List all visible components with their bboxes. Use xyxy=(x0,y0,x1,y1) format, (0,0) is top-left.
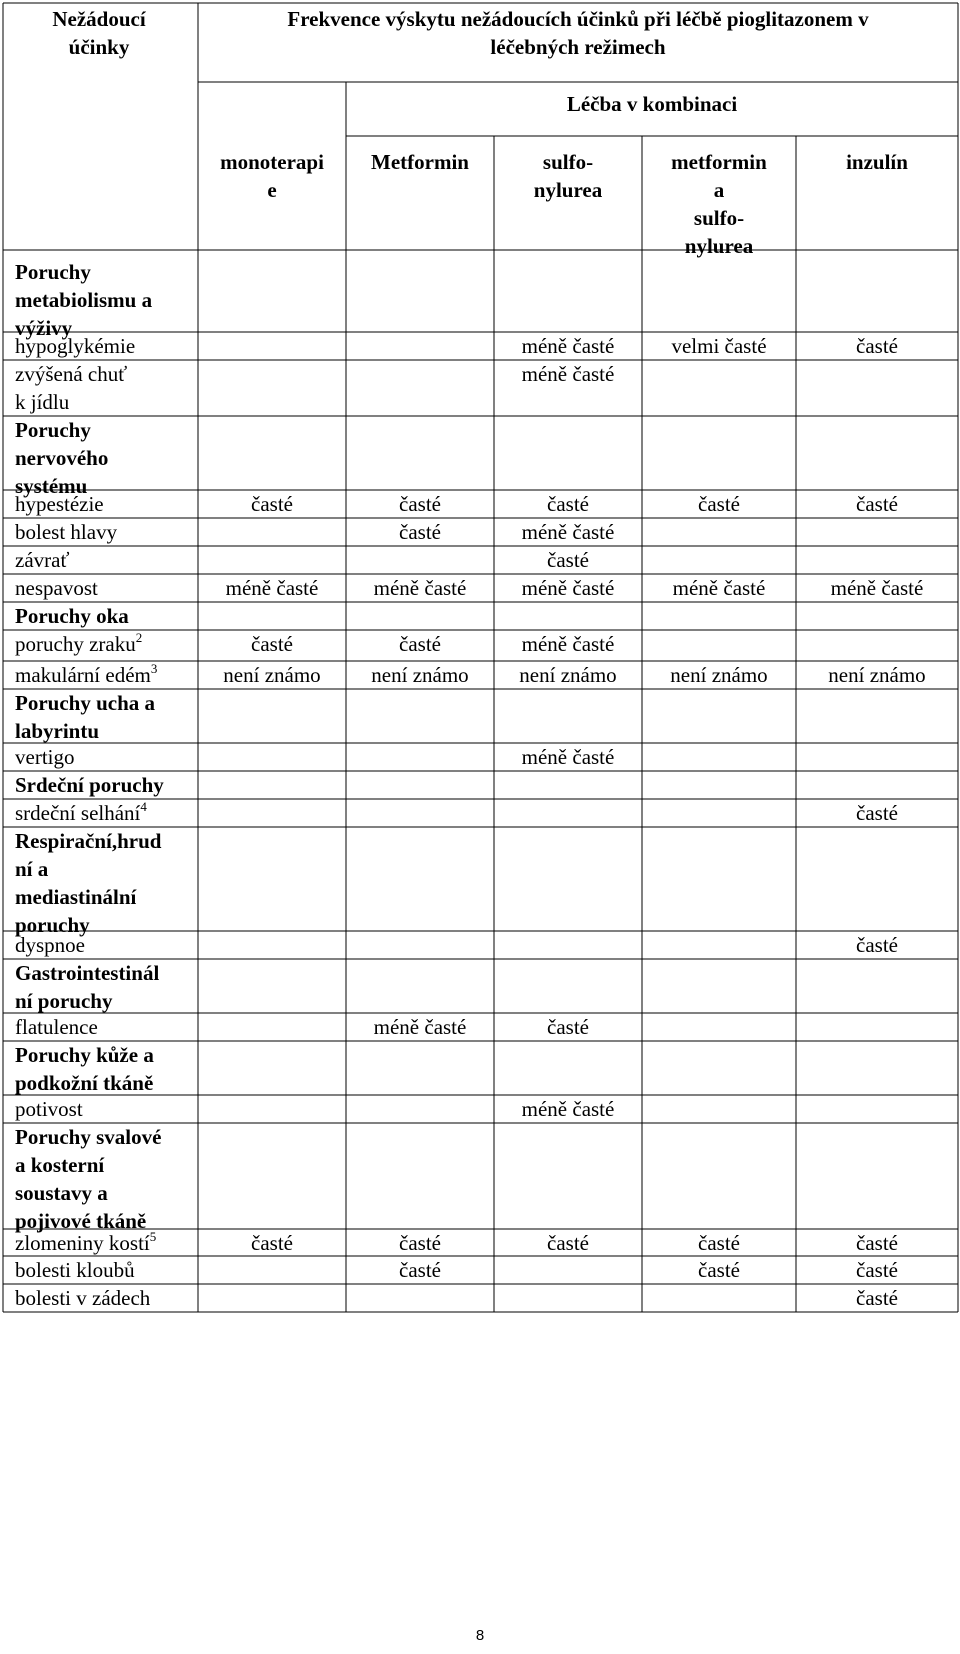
row-label-text: závrať xyxy=(15,548,70,572)
frequency-cell: časté xyxy=(856,492,898,516)
frequency-cell: časté xyxy=(399,492,441,516)
frequency-cell: méně časté xyxy=(521,576,615,600)
section-heading xyxy=(12,959,201,1015)
row-label-text: Respirační,hrud ní a mediastinální poruchy xyxy=(15,829,162,937)
frequency-cell: časté xyxy=(547,548,589,572)
frequency-cell: není známo xyxy=(223,663,321,687)
table-title: Frekvence výskytu nežádoucích účinků při léčbě pioglitazonem v léčebných režimech xyxy=(287,7,869,59)
frequency-cell: časté xyxy=(698,1258,740,1282)
row-label xyxy=(12,1013,201,1041)
row-label xyxy=(12,1284,201,1312)
frequency-cell: méně časté xyxy=(672,576,766,600)
frequency-cell: časté xyxy=(547,492,589,516)
row-label-text: bolesti v zádech xyxy=(15,1286,151,1310)
frequency-cell: časté xyxy=(547,1231,589,1255)
section-heading xyxy=(12,771,201,799)
page-number: 8 xyxy=(475,1627,485,1644)
section-heading xyxy=(12,258,201,342)
frequency-cell: časté xyxy=(856,1286,898,1310)
row-label xyxy=(12,630,201,658)
row-label-text: makulární edém xyxy=(15,663,151,687)
row-label-text: bolesti kloubů xyxy=(15,1258,135,1282)
row-label xyxy=(12,490,201,518)
row-label xyxy=(12,1229,201,1257)
column-header-insulin: inzulín xyxy=(846,150,908,174)
row-label xyxy=(12,332,201,360)
frequency-cell: časté xyxy=(399,1258,441,1282)
section-heading xyxy=(12,1123,201,1235)
frequency-cell: časté xyxy=(399,1231,441,1255)
frequency-cell: časté xyxy=(698,492,740,516)
section-heading xyxy=(12,827,201,939)
row-label-text: flatulence xyxy=(15,1015,98,1039)
row-label xyxy=(12,518,201,546)
column-header-metformin: Metformin xyxy=(371,150,469,174)
frequency-cell: méně časté xyxy=(373,576,467,600)
row-label-text: potivost xyxy=(15,1097,83,1121)
row-label-text: srdeční selhání xyxy=(15,801,141,825)
frequency-cell: časté xyxy=(399,632,441,656)
section-heading xyxy=(12,689,201,745)
footnote-marker: 4 xyxy=(140,799,147,814)
row-label-text: Poruchy ucha a labyrintu xyxy=(15,691,156,743)
row-label xyxy=(12,743,201,771)
row-label xyxy=(12,546,201,574)
frequency-cell: méně časté xyxy=(521,334,615,358)
row-label-text: Srdeční poruchy xyxy=(15,773,164,797)
frequency-cell: časté xyxy=(698,1231,740,1255)
row-label-text: nespavost xyxy=(15,576,98,600)
column-header-monotherapy: monoterapi e xyxy=(220,150,324,202)
frequency-cell: není známo xyxy=(371,663,469,687)
frequency-cell: není známo xyxy=(519,663,617,687)
frequency-cell: méně časté xyxy=(521,745,615,769)
footnote-marker: 5 xyxy=(149,1229,157,1244)
frequency-cell: časté xyxy=(856,334,898,358)
row-label xyxy=(12,1256,201,1284)
frequency-cell: časté xyxy=(251,1231,293,1255)
frequency-cell: není známo xyxy=(670,663,768,687)
frequency-cell: velmi časté xyxy=(671,334,767,358)
row-label xyxy=(12,931,201,959)
row-label-text: bolest hlavy xyxy=(15,520,118,544)
combination-header: Léčba v kombinaci xyxy=(566,92,738,116)
column-header-sulfonylurea: sulfo- nylurea xyxy=(533,150,603,202)
row-label xyxy=(12,1095,201,1123)
row-label xyxy=(12,661,201,689)
row-label xyxy=(12,360,201,416)
section-heading xyxy=(12,602,201,630)
row-label-text: Poruchy oka xyxy=(15,604,129,628)
row-label-text: Gastrointestinál ní poruchy xyxy=(15,961,160,1013)
frequency-cell: časté xyxy=(399,520,441,544)
row-label-text: dyspnoe xyxy=(15,933,85,957)
row-label-text: Poruchy kůže a podkožní tkáně xyxy=(15,1043,154,1095)
row-label-text: hypoglykémie xyxy=(15,334,136,358)
row-label xyxy=(12,574,201,602)
column-header-metformin-sulfonylurea: metformin a sulfo- nylurea xyxy=(671,150,767,258)
frequency-cell: časté xyxy=(251,492,293,516)
frequency-cell: časté xyxy=(547,1015,589,1039)
frequency-cell: méně časté xyxy=(225,576,319,600)
row-label-text: zlomeniny kostí xyxy=(15,1231,150,1255)
frequency-cell: méně časté xyxy=(521,520,615,544)
frequency-cell: méně časté xyxy=(830,576,924,600)
frequency-cell: časté xyxy=(856,1258,898,1282)
row-label-text: Poruchy nervového systému xyxy=(15,418,109,498)
column-header-label: Nežádoucí účinky xyxy=(52,7,146,59)
section-heading xyxy=(12,416,201,500)
row-label-text: poruchy zraku xyxy=(15,632,136,656)
frequency-cell: časté xyxy=(856,801,898,825)
row-label-text: Poruchy metabiolismu a výživy xyxy=(15,260,153,340)
frequency-cell: časté xyxy=(856,1231,898,1255)
frequency-cell: časté xyxy=(251,632,293,656)
frequency-cell: méně časté xyxy=(373,1015,467,1039)
row-label xyxy=(12,799,201,827)
row-label-text: Poruchy svalové a kosterní soustavy a pojivové tkáně xyxy=(15,1125,162,1233)
frequency-cell: méně časté xyxy=(521,632,615,656)
footnote-marker: 2 xyxy=(135,630,143,645)
row-label-text: vertigo xyxy=(15,745,75,769)
frequency-cell: méně časté xyxy=(521,362,615,386)
frequency-cell: méně časté xyxy=(521,1097,615,1121)
section-heading xyxy=(12,1041,201,1097)
footnote-marker: 3 xyxy=(150,661,158,676)
frequency-cell: časté xyxy=(856,933,898,957)
frequency-cell: není známo xyxy=(828,663,926,687)
row-label-text: hypestézie xyxy=(15,492,104,516)
row-label-text: zvýšená chuť k jídlu xyxy=(15,362,128,414)
